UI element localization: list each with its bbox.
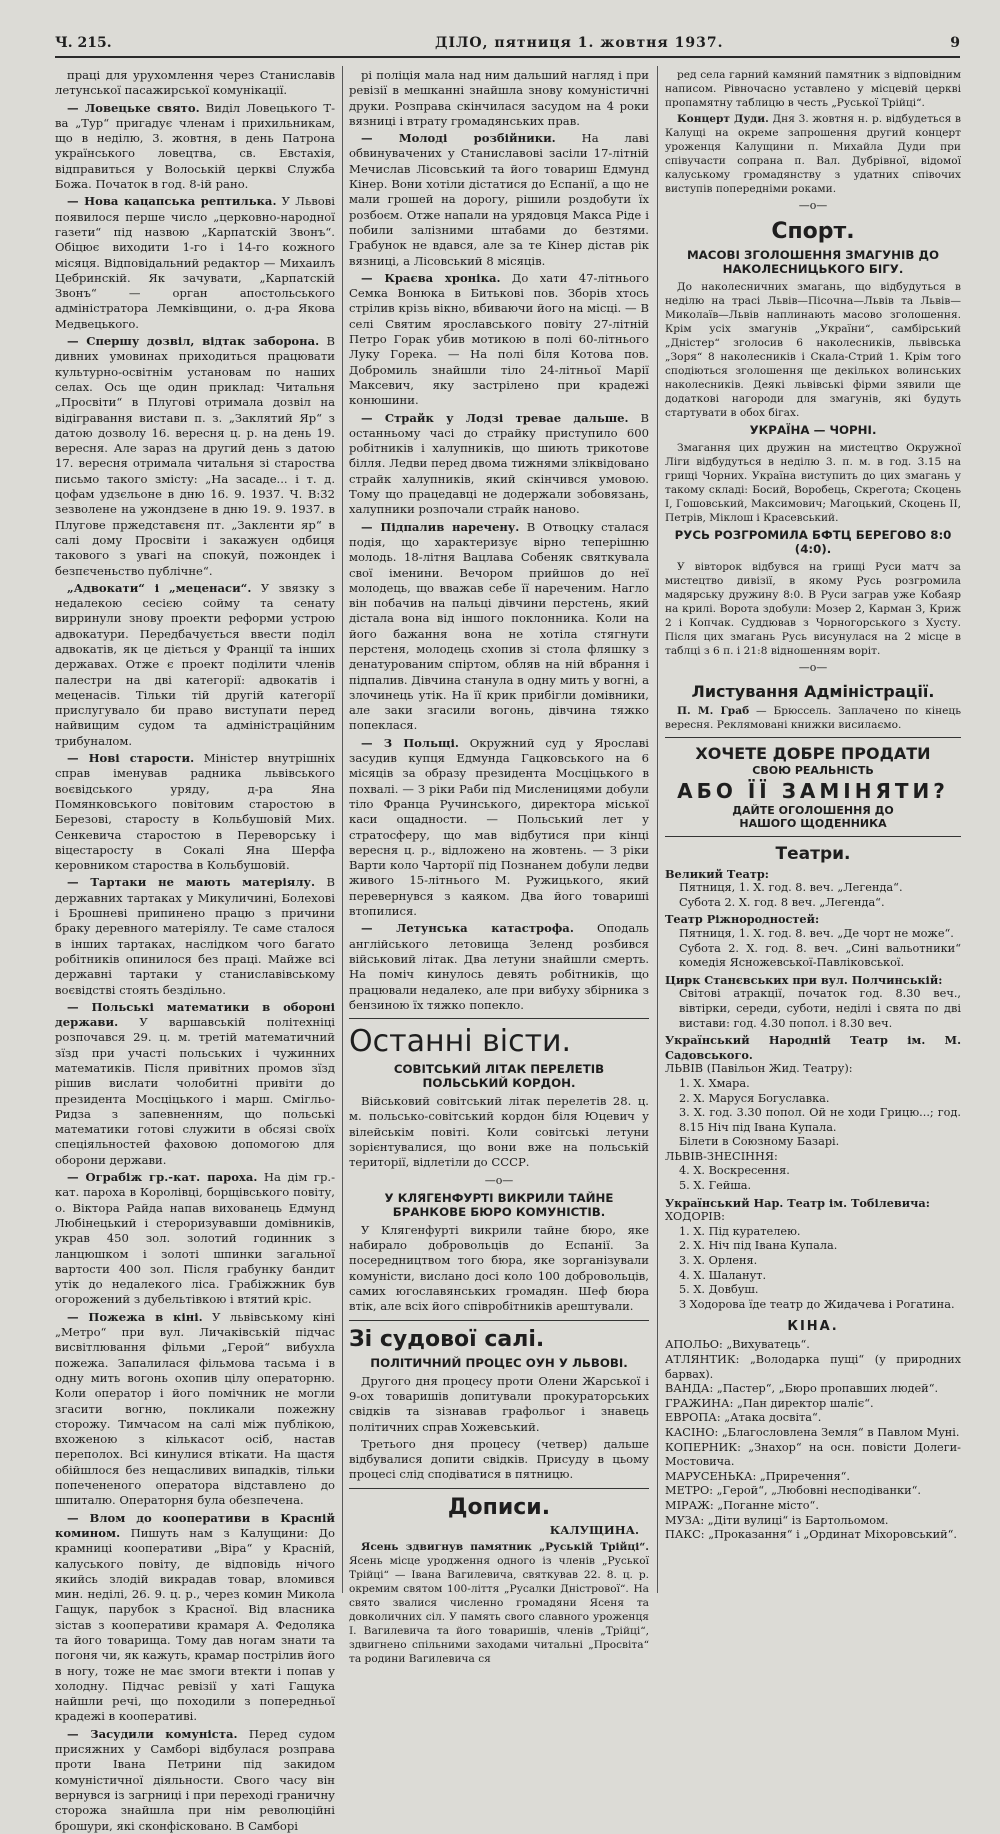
news-item: рі поліція мала над ним дальший нагляд і при ревізії в мешканні знайшла знову комуністичні друки. Розправа скінчилася засудом на 4 роки вязниці і втрату громадянських прав. xyxy=(349,68,649,128)
news-item: — Нова кацапська рептилька. У Львові появилося перше число „церковно-народної газети“ під назвою „Карпатскій Звонъ“. Обіцює виходити 1-го і 14-го кожного місяця. Відповідальний редактор — Михаилъ Цебринскій. Як зачувати, „Карпатскій Звонъ“ — орган апостольського адміністратора Лемківщини, о. д-ра Якова Медвецького. xyxy=(55,194,335,331)
ad-line: СВОЮ РЕАЛЬНІСТЬ xyxy=(752,763,874,777)
sport-section-title: Спорт. xyxy=(771,219,855,245)
news-item: „Адвокати“ і „меценаси“. У звязку з недалекою сесією сойму та сенату вирринули знову проекти реформи устрою адвокатури. Передбачується ввести поділ адвокатів, як це діється у Франції та інших державах. Отже є проект поділити членів палестри на дві категорії: адвокатів і меценасів. Тільки тій другій категорії прислугувало би право виступати перед найвищим судом та адміністраційним трибуналом. xyxy=(55,580,335,748)
cinema-line: АТЛЯНТИК: „Володарка пущі“ (у природних барвах). xyxy=(665,1353,961,1381)
listing-line: З Ходорова їде театр до Жидачева і Рогатина. xyxy=(679,1297,955,1311)
masthead-date: ДІЛО, пятниця 1. жовтня 1937. xyxy=(435,35,724,51)
listing-line: 2. Х. Ніч під Івана Купала. xyxy=(679,1239,838,1253)
listing-line: Цирк Станєвських при вул. Полчинській: xyxy=(665,972,943,987)
section-heading: УКРАЇНА — ЧОРНІ. xyxy=(749,423,877,438)
listing-line: 2. Х. Маруся Богуславка. xyxy=(679,1091,830,1105)
letters-section-title: Дописи. xyxy=(447,1494,551,1520)
news-item: — Засудили комуніста. Перед судом присяжних у Самборі відбулася розправа проти Івана Петрини під закидом комуністичної діяльности. Свого часу він вернувся із загрниці і при переході граничну сторожа знайшла при нім революційні брошури, які сконфісковано. В Самборі xyxy=(55,1726,335,1833)
news-item: У Клягенфурті викрили тайне бюро, яке набирало добровольців до Еспанії. За посередництвом того бюра, яке зорганізували комуністи, вислано досі коло 100 добровольців, самих югославянських громадян. Шеф бюра втік, але всіх його співробітників арештували. xyxy=(349,1222,649,1314)
listing-line: 3. Х. Орленя. xyxy=(679,1254,758,1268)
section-heading: РУСЬ РОЗГРОМИЛА БФТЦ БЕРЕГОВО 8:0 (4:0). xyxy=(674,528,952,557)
administration-title: Листування Адміністрації. xyxy=(691,681,935,701)
section-rule xyxy=(349,1488,649,1489)
news-item: П. М. Граб — Брюссель. Заплачено по кінець вересня. Реклямовані книжки висилаємо. xyxy=(665,704,961,731)
cinema-line: МУЗА: „Діти вулиці“ із Бартольомом. xyxy=(665,1513,889,1527)
listing-line: Український Нар. Театр ім. Тобілевича: xyxy=(665,1195,930,1210)
cinema-line: МЕТРО: „Герой“, „Любовні несподіванки“. xyxy=(665,1484,921,1498)
cinema-line: ГРАЖИНА: „Пан директор шаліє“. xyxy=(665,1396,874,1410)
theatre-listings xyxy=(665,867,961,1543)
issue-number: Ч. 215. xyxy=(55,35,112,51)
section-heading: МАСОВІ ЗГОЛОШЕННЯ ЗМАГУНІВ ДО НАКОЛЕСНИЦЬКОГО БІГУ. xyxy=(686,248,940,277)
section-heading: ПОЛІТИЧНИЙ ПРОЦЕС ОУН У ЛЬВОВІ. xyxy=(370,1355,628,1370)
news-item: — Страйк у Лодзі тревае дальше. В останньому часі до страйку приступило 600 робітників і халупників, що шиють трикотове білля. Ледви перед двома тижнями зліквідовано страйк халупників, який скінчився умовою. Тому що працедавці не додержали зобовязань, халупники розпочали страйк наново. xyxy=(349,410,649,517)
news-item: Ясень здвигнув памятник „Руській Трійці“. Ясень місце уродження одного із членів „Руської Трійці“ — Івана Вагилевича, святкував 22. 8. ц. р. окремим святом 100-ліття „Русалки Дністрової“. На свято звалися численно громадяни Ясеня та довколичних сіл. У память свого славного уроженця І. Вагилевича та його товаришів, членів „Трійці“, здвигнено спільними заходами читальні „Просвіта“ та родини Вагилевича ся xyxy=(349,1541,649,1666)
cinema-section-title: КІНА. xyxy=(787,1319,839,1335)
separator: —o— xyxy=(484,1173,514,1187)
separator: —o— xyxy=(798,199,828,212)
news-item: — Краєва хроніка. До хати 47-літнього Семка Вонюка в Битькові пов. Зборів хтось стрілив крізь вікно, вбиваючи його на місці. — В селі Святим ярославського повіту 27-літній Петро Горак убив мотикою в полі 60-літнього Луку Горека. — На полі біля Котова пов. Добромиль знайшли тіло 24-літньої Марії Максевич, яку застрілено при крадежі конюшини. xyxy=(349,270,649,408)
listing-line: 1. Х. Хмара. xyxy=(679,1076,750,1090)
news-item: — Підпалив наречену. В Отвоцку сталася подія, що характеризує вірно теперішню молодь. 18-літня Вацлава Собеняк святкувала свої іменини. Вечором прийшов до неї молодець, що вважав себе її нареченим. Нагло він побачив на пальці дівчини перстень, який дістала вона від іншого поклонника. Коли на його бажання вона не хотіла стягнути перстеня, молодець схопив зі стола фляшку з денатурованим спіртом, обляв на ній вбрання і підпалив. Дівчина станула в одну мить у вогні, а злочинець утік. На її крик прибігли домівники, але заки згасили вогонь, дівчина тяжко попеклася. xyxy=(349,519,649,733)
listing-line: Субота 2. Х. год. 8. веч. „Сині вальотники“ комедія Ясножевської-Павліковської. xyxy=(679,941,961,970)
listing-line: 1. Х. Під курателею. xyxy=(679,1224,801,1238)
ad-line: ДАЙТЕ ОГОЛОШЕННЯ ДО НАШОГО ЩОДЕННИКА xyxy=(732,803,894,830)
listing-line: 5. Х. Гейша. xyxy=(679,1179,752,1193)
cinema-line: КОПЕРНИК: „Знахор“ на осн. повісти Долеги-Мостовича. xyxy=(665,1440,961,1469)
listing-line: ЛЬВІВ-ЗНЕСІННЯ: xyxy=(665,1149,778,1163)
cinema-line: КАСІНО: „Благословлена Земля“ в Павлом Муні. xyxy=(665,1425,960,1439)
news-item: праці для урухомлення через Станиславів летунської пасажирської комунікації. xyxy=(55,68,335,98)
column-divider xyxy=(657,66,658,1593)
header-rule xyxy=(55,56,960,58)
cinema-line: МАРУСЕНЬКА: „Приречення“. xyxy=(665,1469,851,1483)
column-2 xyxy=(349,68,649,1666)
section-rule xyxy=(665,836,961,837)
column-divider xyxy=(342,66,343,1593)
theatre-section-title: Театри. xyxy=(775,843,851,864)
cinema-line: ПАКС: „Проказання“ і „Ординат Міхоровський“. xyxy=(665,1528,958,1542)
page-header xyxy=(55,33,960,55)
news-item: — Нові старости. Міністер внутрішніх справ іменував радника львівського воєвідського уряду, д-ра Яна Помянковського повітовим старостою в Березові, старосту в Кольбушовій Мих. Сенкевича старостою в Переворську і віцестаросту в Сокалі Яна Шерфа керовником староства в Кольбушовій. xyxy=(55,751,335,873)
listing-line: 5. Х. Довбуш. xyxy=(679,1283,759,1297)
dateline: КАЛУЩИНА. xyxy=(549,1522,639,1537)
section-rule xyxy=(349,1018,649,1019)
listing-line: 4. Х. Шаланут. xyxy=(679,1268,767,1282)
listing-line: Театр Ріжнородностей: xyxy=(665,912,820,927)
ad-line: ХОЧЕТЕ ДОБРЕ ПРОДАТИ xyxy=(695,743,931,763)
news-item: У вівторок відбувся на грищі Руси матч за мистецтво дивізії, в якому Русь розгромила мадярську дружину 8:0. В Руси заграв уже Кобаяр на крилі. Ворота здобули: Мозер 2, Карман 3, Криж 2 і Копчак. Суддював з Чорногорського з Хусту. Після цих змагань Русь висунулася на 2 місце в таблці з 6 п. і 21:8 відношенням воріт. xyxy=(665,561,961,658)
news-item: Третього дня процесу (четвер) дальше відбувалися допити свідків. Присуду в цьому процесі слід сподіватися в пятницю. xyxy=(349,1436,649,1482)
news-item: — З Польщі. Окружний суд у Ярославі засудив купця Едмунда Гацковського на 6 місяців за образу президента Мосціцького в похвалі. — З ріки Раби під Мисленицями добули тіло Франца Ручинського, директора міської каси ощадности. — Польський лет у стратосферу, що мав відбутися при кінці вересня ц. р., відложено на жовтень. — З ріки Варти коло Чарторії під Познанем добули ледви живого 15-літнього М. Ружицького, який перевернувся з каяком. Два його товариші втопилися. xyxy=(349,735,649,919)
listing-line: 4. Х. Воскресення. xyxy=(679,1164,790,1178)
listing-line: Пятниця, 1. Х. год. 8. веч. „Де чорт не може“. xyxy=(679,926,954,940)
news-item: — Пожежа в кіні. У львівському кіні „Метро“ при вул. Личаківській підчас висвітлювання фільми „Герой“ вибухла пожежа. Запалилася фільмова тасьма і в одну мить вогонь охопив цілу операторню. Коли оператор і його помічник не могли згасити вогню, покликали пожежну сторожу. Тимчасом на салі між публікою, вхоженою з кількасот осіб, настав переполох. Всі кинулися втікати. На щастя обійшлося без нещасливих випадків, тільки попечененого оператора відставлено до шпиталю. Операторня була обезпечена. xyxy=(55,1309,335,1508)
listing-line: ХОДОРІВ: xyxy=(665,1210,725,1224)
cinema-line: ВАНДА: „Пастер“, „Бюро пропавших людей“. xyxy=(665,1382,939,1396)
news-item: — Ограбіж гр.-кат. пароха. На дім гр.-кат. пароха в Королівці, борщівського повіту, о. Віктора Райда напав вихованець Едмунд Любінецький і стероризувавши домівників, украв 450 зол. золотий годинник з ланцюшком і золоті шпинки загальної вартости 400 зол. Після грабунку бандит утік до недалекого ліса. Грабіжжник був огорожений з дубельтівкою і втятий кріс. xyxy=(55,1170,335,1307)
latest-news-title: Останні вісти. xyxy=(349,1024,572,1060)
news-item: До наколесничних змагань, що відбудуться в неділю на трасі Львів—Пісочна—Львів та Львів—Миколаїв—Львів наплинають масово зголошення. Крім усіх змагунів „України“, самбірський „Дністер“ зголосив 6 наколесників, львівська „Зоря“ 8 наколесників і Скала-Стрий 1. Крім того сподіються зголошення ще декількох волинських наколесників. Деякі львівські фірми зявили ще додаткові нагороди для змагунів, які будуть стартувати в обох бігах. xyxy=(665,281,961,420)
news-item: — Тартаки не мають матеріялу. В державних тартаках у Микуличині, Болехові і Брошневі припинено працю з причини браку деревного матеріялу. Те саме сталося в інших тартаках, наслідком чого багато робітників опинилося без праці. Майже всі державні тартаки у станиславівському воєвідстві стоять бездільно. xyxy=(55,875,335,997)
section-rule xyxy=(665,737,961,738)
news-item: — Влом до кооперативи в Красній комином. Пишуть нам з Калущини: До крамниці кооперативи „Віра“ у Красній, калуського повіту, де відповідь нічого якийсь злодій викрадав товар, вломився мин. неділі, 26. 9. ц. р., через комин Микола Гащук, парубок з Красної. Від власника зістав з кооперативи крамаря А. Федоляка та його товарища. Тому дав ногам знати та погоня чи, як кажуть, крамар пострілив його в ногу, тоже не має змоги втекти і попав у холодну. Підчас ревізії у хаті Гащука найшли речі, що походили з попередньої крадежі в кооперативі. xyxy=(55,1510,335,1724)
ad-line: АБО ЇЇ ЗАМІНЯТИ? xyxy=(677,778,949,803)
column-1 xyxy=(55,68,335,1833)
listing-line: Великий Театр: xyxy=(665,866,769,881)
advertisement xyxy=(665,744,961,830)
page-number: 9 xyxy=(950,35,960,51)
listing-line: Пятниця, 1. Х. год. 8. веч. „Легенда“. xyxy=(679,881,903,895)
section-heading: У КЛЯГЕНФУРТІ ВИКРИЛИ ТАЙНЕ БРАНКОВЕ БЮРО КОМУНІСТІВ. xyxy=(384,1190,614,1219)
column-3 xyxy=(665,68,961,1593)
cinema-line: АПОЛЬО: „Вихуватець“. xyxy=(665,1338,810,1352)
listing-line: Український Народній Театр ім. М. Садовського. xyxy=(665,1033,961,1062)
listing-line: Субота 2. Х. год. 8 веч. „Легенда“. xyxy=(679,895,885,909)
listing-line: ЛЬВІВ (Павільон Жид. Театру): xyxy=(665,1062,853,1076)
listing-line: 3. Х. год. 3.30 попол. Ой не ходи Грицю...; год. 8.15 Ніч під Івана Купала. xyxy=(679,1106,961,1134)
listing-line: Світові атракції, початок год. 8.30 веч., вівтірки, середи, суботи, неділі і свята по дві вистави: год. 4.30 попол. і 8.30 веч. xyxy=(679,987,961,1030)
listing-line: Білети в Союзному Базарі. xyxy=(679,1135,840,1149)
news-item: — Спершу дозвіл, відтак заборона. В дивних умовинах приходиться працювати культурно-освітнім установам по наших селах. Ось ще один приклад: Читальня „Просвіти“ в Плугові отримала дозвіл на відігравання вистави п. з. „Заклятий Яр“ з датою дозволу 16. вересня ц. р. на день 19. вересня. Але зараз на другий день з датою 17. вересня отримала читальня зі староства письмо такого змісту: „На засаде... і т. д. цофам удзєльоне в дню 16. 9. 1937. Ч. В:32 зезволене на ужондзене в дню 19. 9. 1937. в Плугове пржедставєня пт. „Заклєнти яр“ в салі дому Просвіти і закажуєн одбиця такового з увагі на спокуй, пожондек і безпєченьство публічне“. xyxy=(55,334,335,578)
cinema-line: МІРАЖ: „Поганне місто“. xyxy=(665,1498,819,1512)
news-item: — Польські математики в обороні держави. У варшавській політехніці розпочався 29. ц. м. третій математичний зїзд при участі польських і чужинних математиків. Після привітних промов зїзд рішив вислати чолобитні привіти до президента Мосціцького і марш. Смігльо-Ридза з запевненням, що польські математики готові служити в обсязі своїх спеціяльностей фаховою допомогою для оборони держави. xyxy=(55,999,335,1167)
news-item: — Молоді розбійники. На лаві обвинувачених у Станиславові засіли 17-літній Мечислав Лісовський та його товариш Едмунд Кінер. Вони хотіли дістатися до Еспанії, а що не мали грошей на дорогу, рішили роздобути їх розбоєм. Отже напали на урядовця Макса Ріде і побили залізними штабами до безтями. Грабунок не вдався, але за те Кінер дістав рік вязниці, а Лісовський 8 місяців. xyxy=(349,131,649,268)
news-item: — Ловецьке свято. Виділ Ловецького Т-ва „Тур“ пригадує членам і прихильникам, що в неділю, 3. жовтня, в день Патрона українського ловецтва, св. Евстахія, відправиться у Волоській церкві Служба Божа. Початок в год. 8-ій рано. xyxy=(55,100,335,192)
news-item: Змагання цих дружин на мистецтво Окружної Ліги відбудуться в неділю 3. п. м. в год. 3.15 на грищі Чорних. Україна виступить до цих змагань у такому складі: Босий, Воробець, Скрегота; Скоцень I, Гошовський, Максимович; Магоцький, Скоцень II, Петрів, Міклош і Красевський. xyxy=(665,442,961,525)
news-item: Концерт Дуди. Дня 3. жовтня н. р. відбудеться в Калущі на окреме запрошення другий концерт уроженця Калущини п. Михайла Дуди при співучасти сопрана п. Вал. Дубрівної, відомої калуському громадянству з удатних співочих виступів попередніми роками. xyxy=(665,113,961,195)
court-section-title: Зі судової салі. xyxy=(349,1326,545,1352)
news-item: Військовий совітський літак перелетів 28. ц. м. польсько-совітський кордон біля Юцевич у вілейськім повіті. Коли совітські летуни зорієнтувалися, що вони вже на польській території, відлетіли до СССР. xyxy=(349,1094,649,1170)
news-item: Другого дня процесу проти Олени Жарської і 9-ох товаришів допитували прокураторських свідків та зізнавав графольог і знавець політичних справ Хожевський. xyxy=(349,1373,649,1434)
section-heading: СОВІТСЬКИЙ ЛІТАК ПЕРЕЛЕТІВ ПОЛЬСЬКИЙ КОРДОН. xyxy=(393,1062,605,1091)
cinema-line: ЕВРОПА: „Атака досвіта“. xyxy=(665,1411,822,1425)
news-item: — Летунська катастрофа. Оподаль англійського летовища Зеленд розбився військовий літак. Два летуни знайшли смерть. На поміч кинулось девять робітників, що працювали недалеко, але при вибуху збірника з бензиною їх тяжко попекло. xyxy=(349,921,649,1012)
separator: —o— xyxy=(798,661,828,675)
news-item: ред села гарний камяний памятник з відповідним написом. Рівночасно уставлено у місцевій церкві пропамятну таблицю в честь „Руської Трійці“. xyxy=(665,69,961,109)
section-rule xyxy=(349,1320,649,1321)
